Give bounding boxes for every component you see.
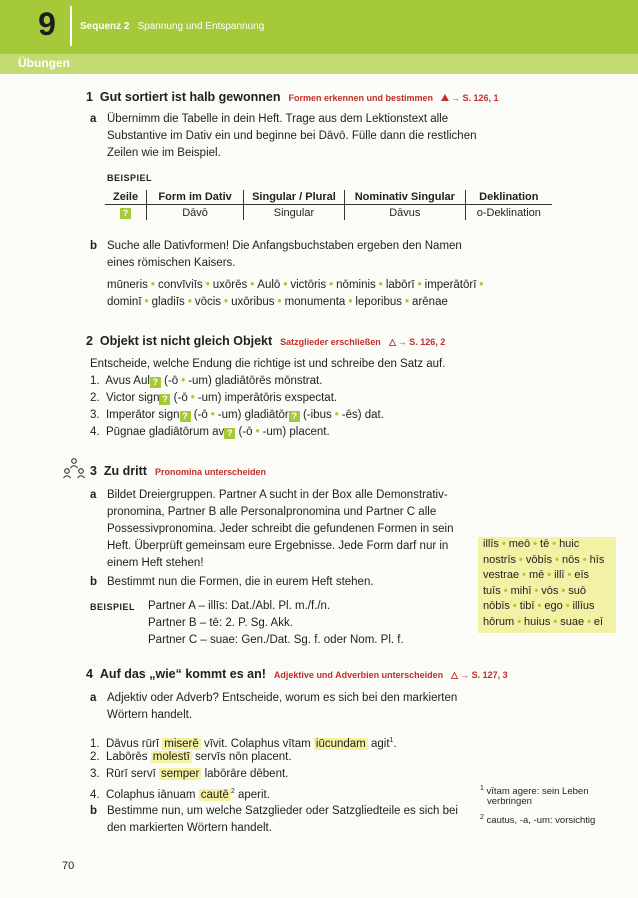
pronoun-row: nostrīs • vōbīs • nōs • hīs bbox=[483, 553, 605, 566]
exercise-2-item-4: 4. Pūgnae gladiātōrum av ? (-ō • -um) placent. bbox=[90, 426, 330, 438]
group-work-icon bbox=[62, 457, 86, 481]
word: leporibus bbox=[355, 296, 403, 308]
table-cell-declension: o-Deklination bbox=[465, 205, 552, 221]
placeholder-box: ? bbox=[289, 411, 300, 422]
table-header-form: Form im Dativ bbox=[147, 190, 244, 205]
word: labōrī bbox=[385, 279, 415, 291]
exercise-4-item-2: 2. Labōrēs molestī servīs nōn placent. bbox=[90, 751, 292, 763]
pronoun-row: tuīs • mihī • vōs • suō bbox=[483, 584, 586, 597]
exercise-4b-line-1: Bestimme nun, um welche Satzglieder oder Satzgliedteile es sich bei bbox=[107, 805, 458, 817]
placeholder-box: ? bbox=[159, 394, 170, 405]
word: convīviīs bbox=[157, 279, 203, 291]
page-number: 70 bbox=[62, 860, 75, 872]
exercise-1-heading bbox=[86, 90, 499, 104]
exercise-3a-line-5: einem Heft stehen! bbox=[107, 557, 204, 569]
table-header-number: Singular / Plural bbox=[244, 190, 345, 205]
word: dominī bbox=[107, 296, 142, 308]
declension-table bbox=[105, 190, 552, 220]
exercise-3a-line-3: Possessivpronomina. Jeder schreibt die gefundenen Formen in sein bbox=[107, 523, 454, 535]
placeholder-box: ? bbox=[180, 411, 191, 422]
exercise-1b-label: b bbox=[90, 240, 98, 252]
sequence-label: Sequenz 2 bbox=[80, 21, 130, 32]
exercise-4a-line-2: Wörtern handelt. bbox=[107, 709, 193, 721]
exercise-2-item-2: 2. Victor sign ? (-ō • -um) imperātōris exspectat. bbox=[90, 392, 338, 404]
exercise-4-number: 4 bbox=[86, 667, 93, 681]
exercise-4-item-1: 1. Dāvus rūrī miserē vīvit. Colaphus vītam iūcundam agit$^1$. bbox=[90, 737, 397, 750]
exercise-2-heading bbox=[86, 334, 445, 348]
word: Aulō bbox=[257, 279, 281, 291]
exercise-3a-line-1: Bildet Dreiergruppen. Partner A sucht in der Box alle Demonstrativ- bbox=[107, 489, 448, 501]
pronoun-row: nōbīs • tibī • ego • illīus bbox=[483, 600, 595, 612]
header-divider bbox=[70, 6, 72, 46]
table-header-zeile: Zeile bbox=[105, 190, 147, 205]
highlighted-word: iūcundam bbox=[315, 737, 366, 750]
example-line-3: Partner C – suae: Gen./Dat. Sg. f. oder Nom. Pl. f. bbox=[148, 634, 404, 646]
exercise-1-number: 1 bbox=[86, 90, 93, 104]
pronoun-box bbox=[478, 537, 616, 633]
pronoun-row: vestrae • mē • illī • eīs bbox=[483, 569, 590, 581]
word: monumenta bbox=[284, 296, 346, 308]
table-header-declension: Deklination bbox=[465, 190, 552, 205]
sequence-title bbox=[80, 21, 264, 32]
footnote-1-cont: verbringen bbox=[487, 796, 532, 807]
exercise-1b-line-2: eines römischen Kaisers. bbox=[107, 257, 236, 269]
exercise-2-number: 2 bbox=[86, 334, 93, 348]
exercise-1-title: Gut sortiert ist halb gewonnen bbox=[99, 90, 281, 104]
exercise-4-item-3: 3. Rūrī servī semper labōrāre dēbent. bbox=[90, 768, 289, 780]
exercise-1b-line-1: Suche alle Dativformen! Die Anfangsbuchstaben ergeben den Namen bbox=[107, 240, 462, 252]
exercise-1a-line-2: Substantive im Dativ ein und beginne bei Dāvō. Fülle dann die restlichen bbox=[107, 130, 477, 142]
exercise-2-intro: Entscheide, welche Endung die richtige ist und schreibe den Satz auf. bbox=[90, 358, 446, 370]
exercise-3a-label: a bbox=[90, 489, 97, 501]
word: nōminis bbox=[336, 279, 376, 291]
section-bar bbox=[0, 54, 638, 74]
triangle-filled-icon bbox=[441, 94, 449, 101]
exercise-3a-line-4: Heft. Überprüft gemeinsam eure Ergebnisse. Jede Form darf nur in bbox=[107, 540, 449, 552]
table-cell-nominative: Dāvus bbox=[344, 205, 465, 221]
word: uxōribus bbox=[231, 296, 275, 308]
word: mūneris bbox=[107, 279, 148, 291]
exercise-2-item-3: 3. Imperātor sign ? (-ō • -um) gladiātōr ? (-ibus • -ēs) dat. bbox=[90, 409, 384, 421]
word-list-line-2: dominī • gladiīs • vōcis • uxōribus • monumenta • leporibus • arēnae bbox=[107, 296, 448, 308]
highlighted-word: cautē bbox=[200, 788, 229, 801]
exercise-2-ref: → S. 126, 2 bbox=[389, 337, 446, 347]
triangle-outline-icon bbox=[451, 672, 458, 679]
table-cell-number: Singular bbox=[244, 205, 345, 221]
exercise-3-tag: Pronomina unterscheiden bbox=[154, 467, 266, 477]
sequence-name: Spannung und Entspannung bbox=[137, 21, 265, 32]
exercise-4-heading bbox=[86, 667, 508, 681]
table-cell-zeile bbox=[105, 205, 147, 221]
word: imperātōrī bbox=[424, 279, 477, 291]
example-label: BEISPIEL bbox=[90, 602, 136, 612]
exercise-4a-label: a bbox=[90, 692, 97, 704]
word: vōcis bbox=[194, 296, 222, 308]
word: victōris bbox=[290, 279, 327, 291]
exercise-1-ref: → S. 126, 1 bbox=[441, 93, 499, 103]
example-line-1: Partner A – illīs: Dat./Abl. Pl. m./f./n. bbox=[148, 600, 331, 612]
exercise-2-item-1: 1. Avus Aul ? (-ō • -um) gladiātōrēs mōnstrat. bbox=[90, 375, 323, 387]
section-title: Übungen bbox=[18, 56, 70, 70]
exercise-1a-label: a bbox=[90, 113, 97, 125]
highlighted-word: semper bbox=[161, 768, 200, 780]
table-header-nominative: Nominativ Singular bbox=[344, 190, 465, 205]
table-cell-form: Dāvō bbox=[147, 205, 244, 221]
pronoun-row: hōrum • huius • suae • eī bbox=[483, 615, 604, 628]
word: uxōrēs bbox=[212, 279, 248, 291]
highlighted-word: molestī bbox=[152, 751, 190, 763]
exercise-4-ref: → S. 127, 3 bbox=[451, 670, 508, 680]
word-list-line-1: mūneris • convīviīs • uxōrēs • Aulō • victōris • nōminis • labōrī • imperātōrī • bbox=[107, 279, 484, 291]
chapter-number: 9 bbox=[38, 6, 56, 42]
exercise-4-item-4: 4. Colaphus iānuam cautē $^2$ aperit. bbox=[90, 788, 270, 801]
placeholder-box: ? bbox=[150, 377, 161, 388]
exercise-3-number: 3 bbox=[90, 464, 97, 478]
footnote-1: $^1$ vītam agere: sein Leben bbox=[480, 785, 589, 798]
footnote-2: $^2$ cautus, -a, -um: vorsichtig bbox=[480, 814, 596, 827]
exercise-3-title: Zu dritt bbox=[103, 464, 147, 478]
example-label: BEISPIEL bbox=[107, 173, 153, 183]
exercise-1-tag: Formen erkennen und bestimmen bbox=[288, 93, 434, 103]
placeholder-box: ? bbox=[120, 208, 131, 219]
exercise-3b-line: Bestimmt nun die Formen, die in eurem Heft stehen. bbox=[107, 576, 374, 588]
triangle-outline-icon bbox=[389, 339, 396, 346]
exercise-2-tag: Satzglieder erschließen bbox=[280, 337, 381, 347]
exercise-1a-line-3: Zeilen wie im Beispiel. bbox=[107, 147, 221, 159]
exercise-4b-line-2: den markierten Wörtern handelt. bbox=[107, 822, 272, 834]
exercise-2-title: Objekt ist nicht gleich Objekt bbox=[99, 334, 273, 348]
exercise-3a-line-2: pronomina, Partner B alle Personalpronomina und Partner C alle bbox=[107, 506, 437, 518]
exercise-3b-label: b bbox=[90, 576, 98, 588]
placeholder-box: ? bbox=[224, 428, 235, 439]
exercise-3-heading bbox=[90, 464, 266, 478]
exercise-1a-line-1: Übernimm die Tabelle in dein Heft. Trage aus dem Lektionstext alle bbox=[107, 113, 449, 125]
exercise-4-title: Auf das „wie“ kommt es an! bbox=[99, 667, 266, 681]
example-line-2: Partner B – tē: 2. P. Sg. Akk. bbox=[148, 617, 293, 629]
exercise-4-tag: Adjektive und Adverbien unterscheiden bbox=[273, 670, 444, 680]
exercise-4a-line-1: Adjektiv oder Adverb? Entscheide, worum es sich bei den markierten bbox=[107, 692, 458, 704]
exercise-4b-label: b bbox=[90, 805, 98, 817]
highlighted-word: miserē bbox=[164, 737, 199, 750]
word: gladiīs bbox=[151, 296, 185, 308]
word: arēnae bbox=[412, 296, 448, 308]
pronoun-row: illīs • meō • tē • huic bbox=[483, 538, 580, 550]
